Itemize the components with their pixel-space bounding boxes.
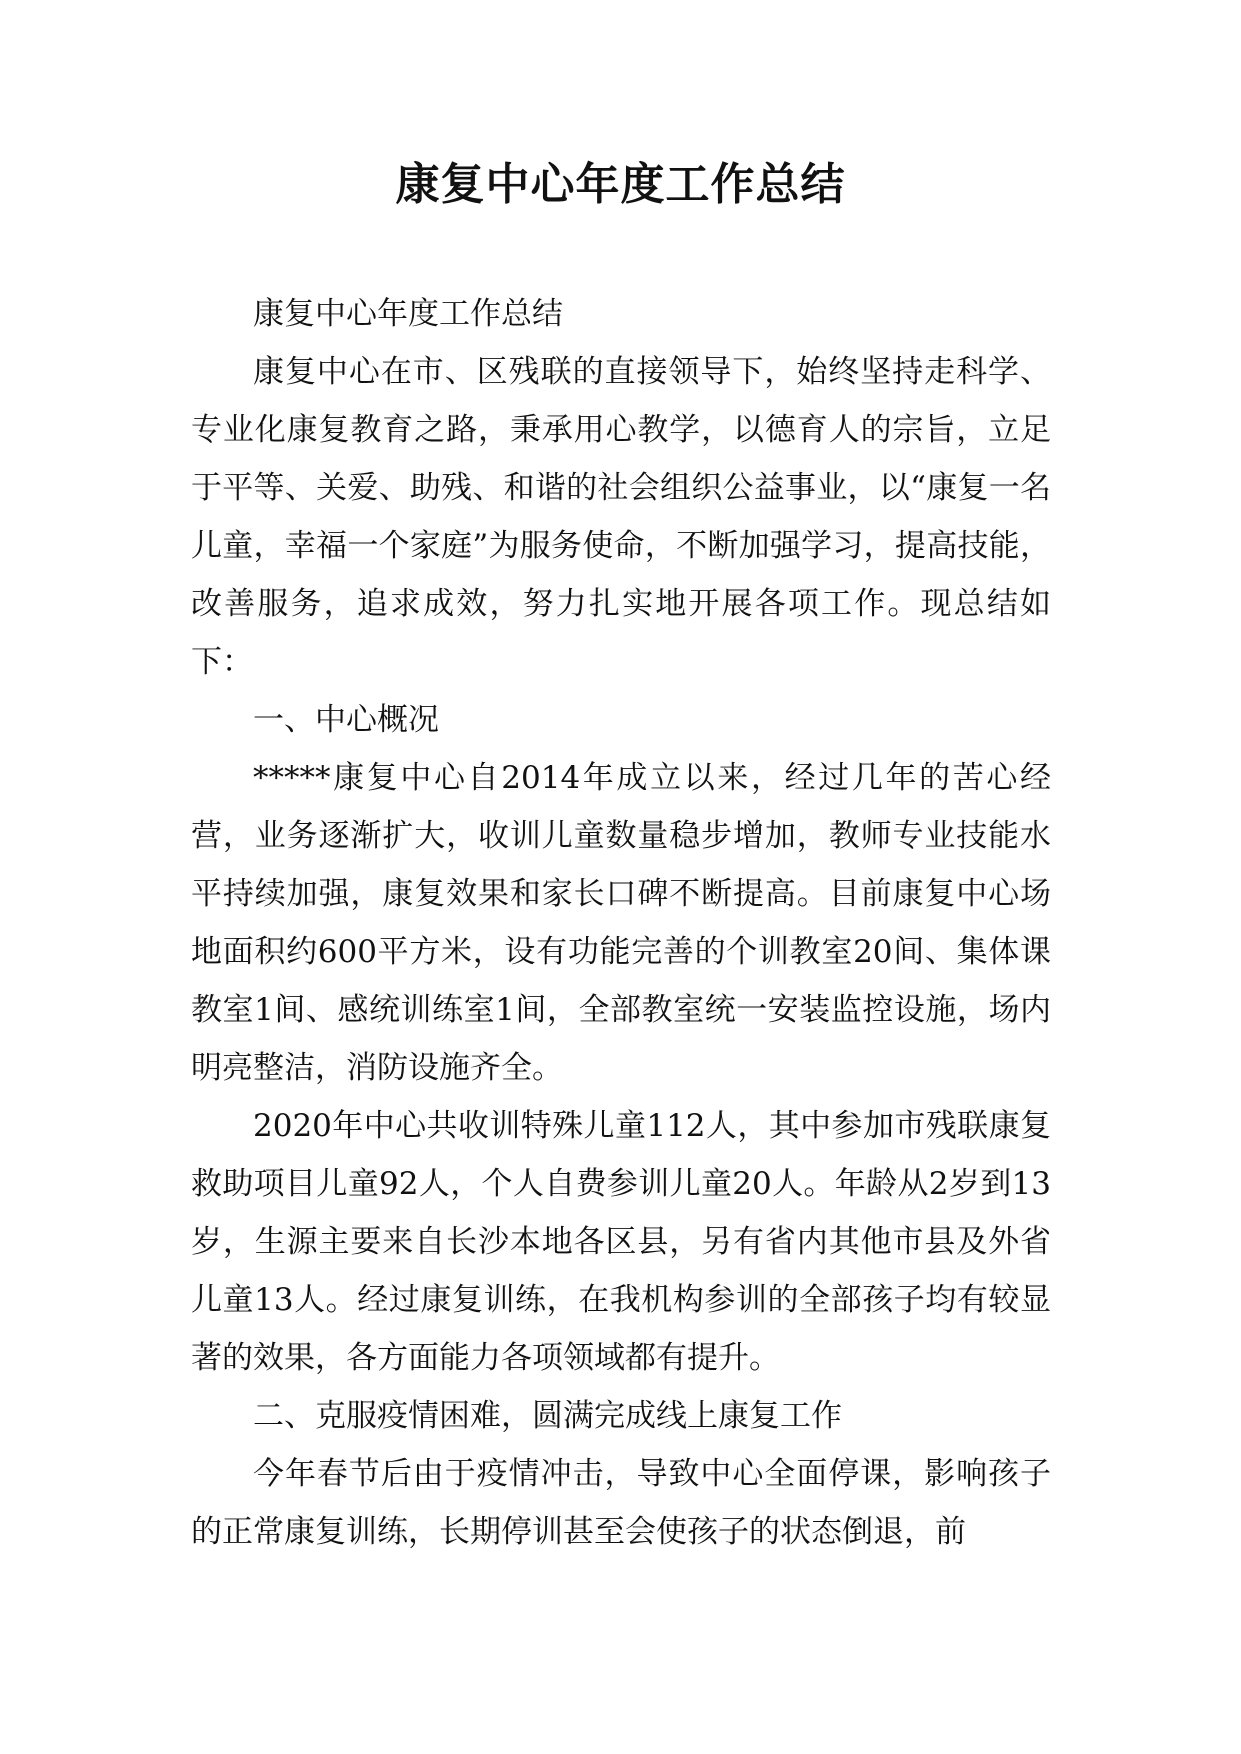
section-heading-overview: 一、中心概况 <box>253 702 439 738</box>
paragraph-intro: 康复中心在市、区残联的直接领导下，始终坚持走科学、专业化康复教育之路，秉承用心教学，以德育人的宗旨，立足于平等、关爱、助残、和谐的社会组织公益事业，以“康复一名儿童，幸福一个家庭”为服务使命，不断加强学习，提高技能，改善服务，追求成效，努力扎实地开展各项工作。现总结如下： <box>191 354 1051 680</box>
paragraph-online-rehab: 今年春节后由于疫情冲击，导致中心全面停课，影响孩子的正常康复训练，长期停训甚至会使孩子的状态倒退，前 <box>191 1456 1051 1550</box>
section-heading-online-rehab: 二、克服疫情困难，圆满完成线上康复工作 <box>253 1398 842 1434</box>
paragraph-statistics: 2020年中心共收训特殊儿童112人，其中参加市残联康复救助项目儿童92人，个人自费参训儿童20人。年龄从2岁到13岁，生源主要来自长沙本地各区县，另有省内其他市县及外省儿童13人。经过康复训练，在我机构参训的全部孩子均有较显著的效果，各方面能力各项领域都有提升。 <box>191 1108 1051 1376</box>
document-title: 康复中心年度工作总结 <box>395 159 846 210</box>
document-body <box>191 285 1051 1561</box>
paragraph-subtitle: 康复中心年度工作总结 <box>253 296 563 332</box>
paragraph-overview: *****康复中心自2014年成立以来，经过几年的苦心经营，业务逐渐扩大，收训儿童数量稳步增加，教师专业技能水平持续加强，康复效果和家长口碑不断提高。目前康复中心场地面积约600平方米，设有功能完善的个训教室20间、集体课教室1间、感统训练室1间，全部教室统一安装监控设施，场内明亮整洁，消防设施齐全。 <box>191 760 1051 1086</box>
